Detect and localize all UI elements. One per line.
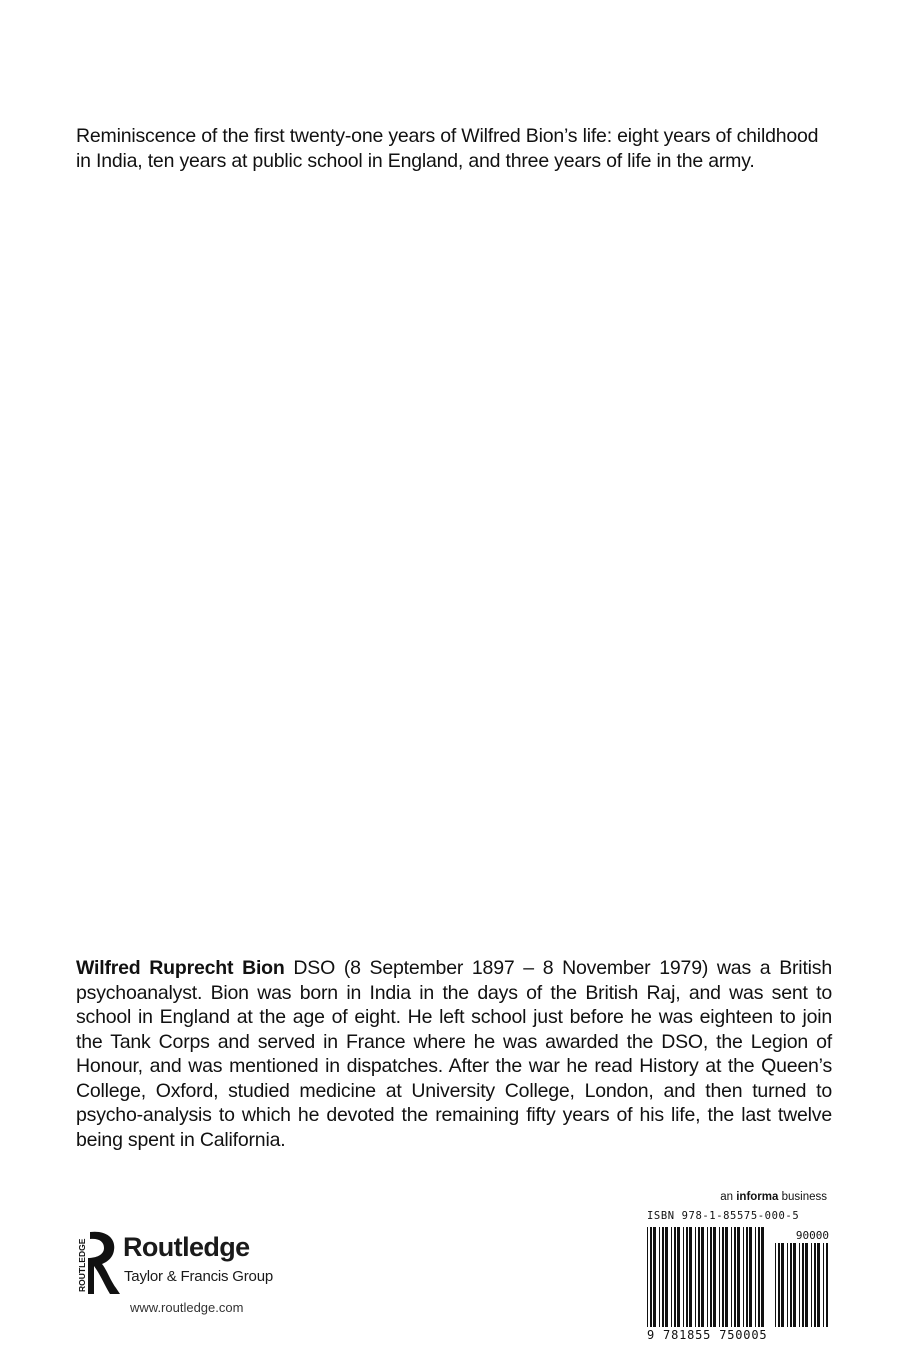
routledge-logo-icon: [76, 1230, 128, 1296]
logo-side-text: ROUTLEDGE: [77, 1238, 87, 1292]
barcode-main-bars: [647, 1227, 764, 1327]
publisher-url: www.routledge.com: [130, 1300, 244, 1315]
publisher-block: [76, 1230, 336, 1290]
isbn-label: ISBN 978-1-85575-000-5: [647, 1210, 800, 1222]
barcode-addon-bars: [775, 1243, 828, 1327]
barcode: [647, 1227, 829, 1327]
author-bio: [76, 956, 832, 1152]
informa-brand: informa: [736, 1191, 779, 1203]
informa-tagline: an informa business: [720, 1191, 827, 1203]
barcode-addon-digits: 90000: [795, 1229, 829, 1242]
author-name: Wilfred Ruprecht Bion: [76, 957, 285, 979]
barcode-digits: 9 781855 750005: [647, 1328, 768, 1342]
author-bio-text: DSO (8 September 1897 – 8 November 1979) was a British psychoanalyst. Bion was born in India in the days of the British Raj, and was sent to school in England at the age of eight. He left school just before he was eighteen to join the Tank Corps and served in France where he was awarded the DSO, the Legion of Honour, and was mentioned in dispatches. After the war he read History at the Queen’s College, Oxford, studied medicine at University College, London, and then turned to psycho-analysis to which he devoted the remaining fifty years of his life, the last twelve being spent in California.: [76, 957, 832, 1151]
publisher-group: Taylor & Francis Group: [124, 1268, 273, 1285]
intro-blurb: Reminiscence of the first twenty-one years of Wilfred Bion’s life: eight years of childhood in India, ten years at public school in England, and three years of life in the army.: [76, 125, 819, 172]
publisher-name: Routledge: [123, 1232, 250, 1262]
